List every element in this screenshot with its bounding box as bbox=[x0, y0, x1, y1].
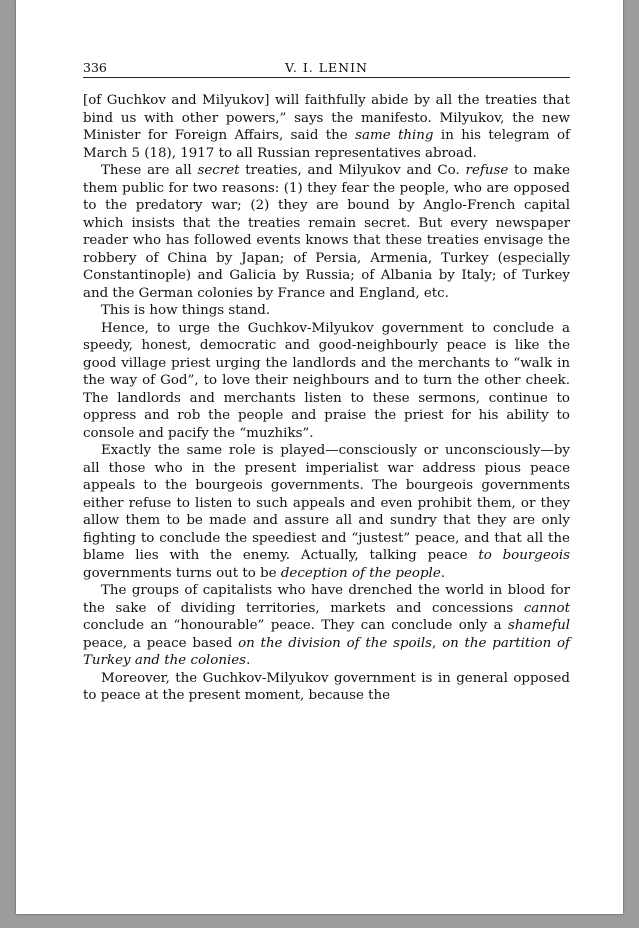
text-run: This is how things stand. bbox=[101, 303, 271, 318]
text-run: in his telegram of March 5 (18), 1917 to all Russian representatives abroad. bbox=[83, 128, 571, 161]
page-number: 336 bbox=[83, 60, 107, 75]
text-run: [of Guchkov and Milyukov] will faithfully abide by all the treaties that bind us with other powers,” says the manifesto. Milyukov, the new Minister for Foreign Affairs, said the bbox=[83, 93, 570, 143]
paragraph bbox=[83, 670, 570, 705]
page-body bbox=[83, 92, 570, 705]
paragraph bbox=[83, 320, 570, 443]
text-run: . bbox=[246, 653, 251, 668]
italic-text: on the partition of Turkey and the colonies bbox=[83, 635, 571, 668]
book-page bbox=[16, 0, 623, 914]
italic-text: deception of the people bbox=[280, 565, 441, 581]
paragraph bbox=[83, 442, 570, 582]
italic-text: secret bbox=[197, 163, 240, 178]
page-header bbox=[83, 59, 570, 78]
italic-text: shameful bbox=[508, 618, 570, 633]
running-title: V. I. LENIN bbox=[285, 60, 368, 75]
text-run: Hence, to urge the Guchkov-Milyukov government to conclude a speedy, honest, democratic and good-neighbourly peace is like the good village priest urging the landlords and the merchants to “walk in the way of God”, to love their neighbours and to turn the other cheek. The landlords and merchants listen to these sermons, continue to oppress and rob the people and praise the priest for his ability to console and pacify the “muzhiks”. bbox=[83, 320, 570, 441]
italic-text: refuse bbox=[465, 163, 509, 178]
text-run: treaties, and Milyukov and Co. bbox=[239, 163, 466, 178]
text-run: peace, a peace based bbox=[83, 635, 239, 651]
text-run: governments turns out to be bbox=[83, 565, 281, 581]
paragraph bbox=[83, 162, 570, 302]
italic-text: to bourgeois bbox=[478, 548, 570, 563]
text-run: Exactly the same role is played—consciously or unconsciously—by all those who in the present imperialist war address pious peace appeals to the bourgeois governments. The bourgeois governments either refuse to listen to such appeals and even prohibit them, or they allow them to be made and assure all and sundry that they are only fighting to conclude the speediest and “justest” peace, and that all the blame lies with the enemy. Actually, talking peace bbox=[83, 443, 570, 563]
text-run: The groups of capitalists who have drenched the world in blood for the sake of dividing territories, markets and concessions bbox=[83, 583, 570, 616]
text-run: to make them public for two reasons: (1) they fear the people, who are opposed to the predatory war; (2) they are bound by Anglo-French capital which insists that the treaties remain secret. But every newspaper reader who has followed events knows that these treaties envisage the robbery of China by Japan; of Persia, Armenia, Turkey (especially Constantinople) and Galicia by Russia; of Albania by Italy; of Turkey and the German colonies by France and England, etc. bbox=[83, 163, 570, 301]
italic-text: cannot bbox=[523, 600, 570, 616]
paragraph bbox=[83, 582, 570, 670]
text-run: Moreover, the Guchkov-Milyukov government is in general opposed to peace at the present moment, because the bbox=[83, 670, 570, 703]
text-run: conclude an “honourable” peace. They can conclude only a bbox=[83, 618, 509, 633]
paragraph bbox=[83, 92, 570, 162]
text-run: These are all bbox=[101, 163, 198, 178]
paragraph bbox=[83, 302, 570, 320]
italic-text: on the division of the spoils bbox=[238, 635, 433, 651]
italic-text: same thing bbox=[355, 128, 434, 143]
text-run: . bbox=[440, 565, 446, 581]
text-run: , bbox=[432, 635, 443, 651]
